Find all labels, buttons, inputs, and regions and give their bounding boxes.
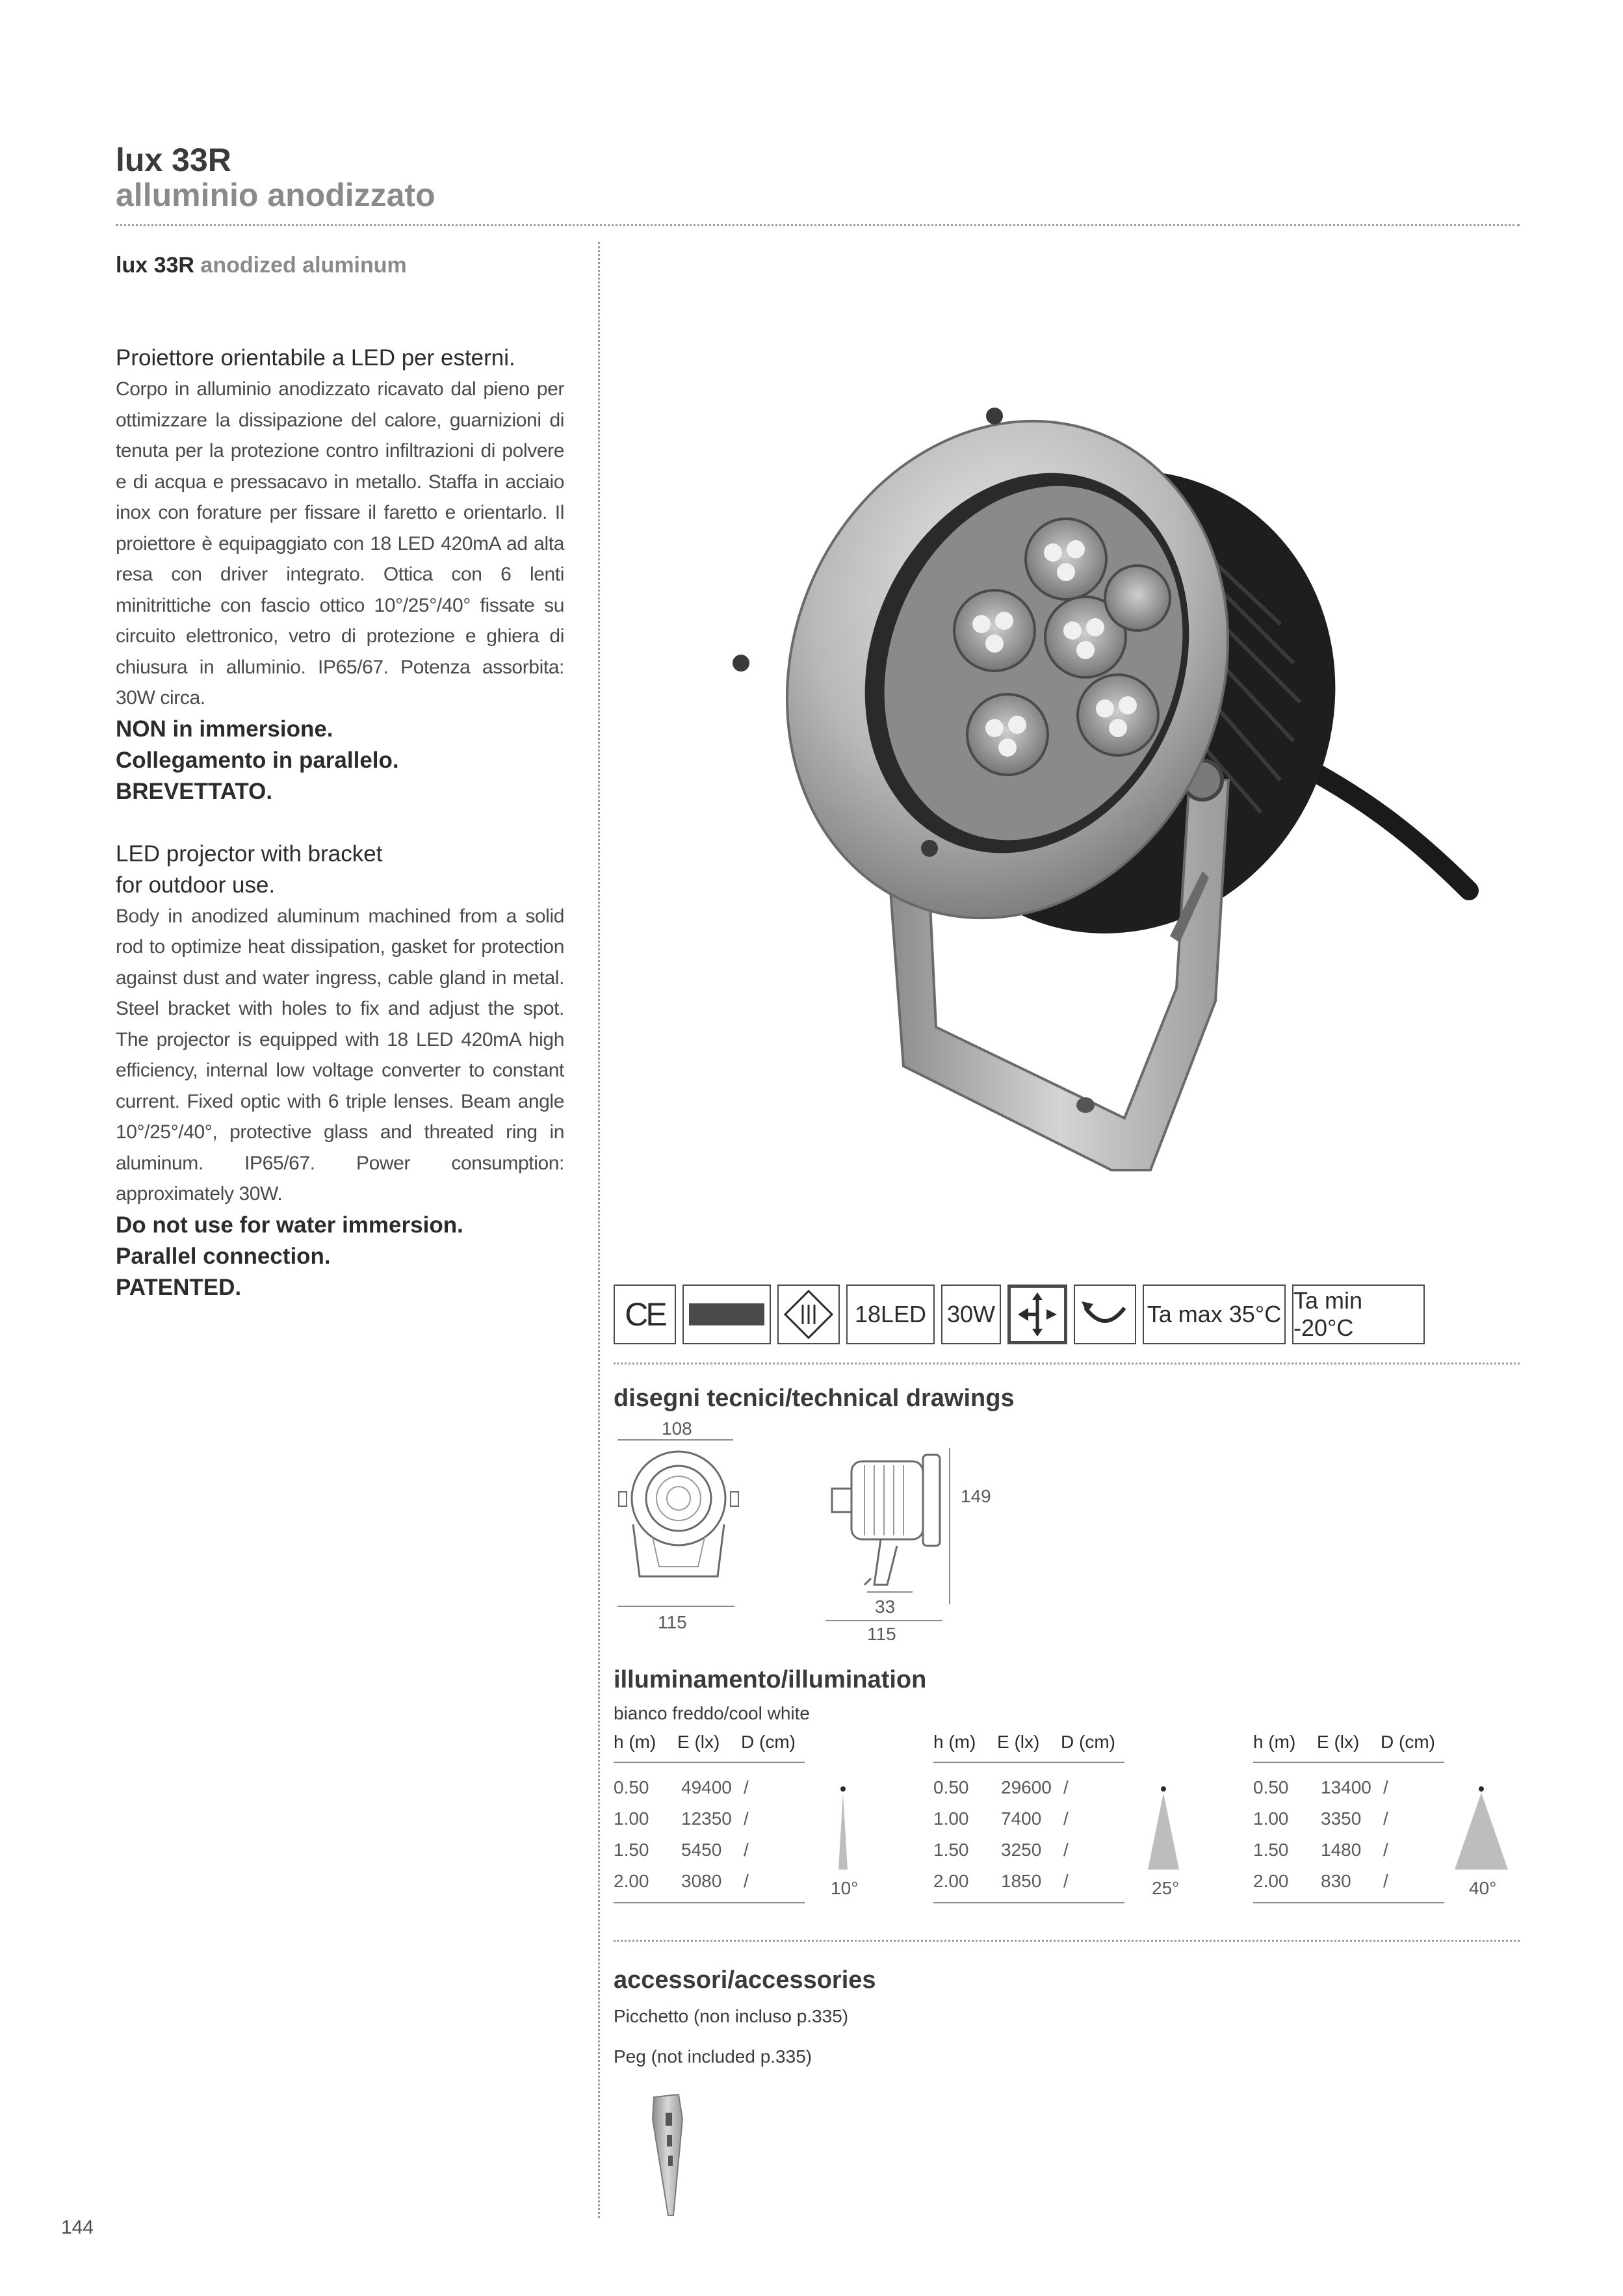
ce-mark-label: CE <box>625 1296 665 1333</box>
table-row: 2.00 3080 / <box>614 1871 749 1891</box>
accessory-line-it: Picchetto (non incluso p.335) <box>614 2006 849 2026</box>
header-d: D (cm) <box>741 1732 796 1752</box>
front-base-line <box>617 1606 734 1607</box>
italian-lead: Proiettore orientabile a LED per esterni. <box>116 345 515 371</box>
table-row: 2.00 1850 / <box>933 1871 1069 1891</box>
header-d: D (cm) <box>1061 1732 1115 1752</box>
drawings-title: disegni tecnici/technical drawings <box>614 1385 1015 1412</box>
power-badge <box>941 1285 1001 1344</box>
subtitle-product: lux 33R <box>116 253 194 278</box>
illumination-table-10 <box>614 1732 809 1903</box>
english-body: Body in anodized aluminum machined from a solid rod to optimize heat dissipation, gasket for protection against dust and water ingress, cable gland in metal. Steel bracket with holes to fix and adjust the spot. The projector is equipped with 18 LED 420mA high efficiency, internal low voltage converter to constant current. Fixed optic with 6 triple lenses. Beam angle 10°/25°/40°, protective glass and threated ring in aluminum. IP65/67. Power consumption: approximately 30W. <box>116 905 564 1205</box>
product-material: alluminio anodizzato <box>116 177 435 213</box>
product-photo <box>721 364 1488 1261</box>
english-lead-1: LED projector with bracket <box>116 841 383 867</box>
bar-icon <box>682 1285 771 1344</box>
side-base-dim: 115 <box>867 1624 896 1644</box>
illumination-divider <box>614 1940 1520 1942</box>
header-e: E (lx) <box>1317 1732 1360 1752</box>
side-height-line <box>949 1448 950 1604</box>
accessory-line-en: Peg (not included p.335) <box>614 2046 812 2067</box>
front-base-dim: 115 <box>658 1612 687 1632</box>
header-e: E (lx) <box>677 1732 720 1752</box>
illumination-table-25 <box>933 1732 1128 1903</box>
english-note-1: Do not use for water immersion. <box>116 1212 463 1238</box>
front-width-dim: 108 <box>662 1418 692 1439</box>
side-base-line <box>825 1620 942 1621</box>
description-column <box>116 343 564 1303</box>
rotation-icon <box>1074 1285 1136 1344</box>
front-view-drawing <box>614 1446 744 1583</box>
header-e: E (lx) <box>997 1732 1040 1752</box>
table-row: 1.00 3350 / <box>1253 1808 1388 1829</box>
beam-cone-40-icon <box>1452 1786 1511 1871</box>
table-row: 1.00 12350 / <box>614 1808 749 1829</box>
header-h: h (m) <box>933 1732 976 1752</box>
table-row: 1.50 5450 / <box>614 1840 749 1860</box>
illumination-title: illuminamento/illumination <box>614 1666 927 1693</box>
illumination-table-40 <box>1253 1732 1448 1903</box>
subtitle-material: anodized aluminum <box>200 253 407 278</box>
table-row: 0.50 49400 / <box>614 1777 749 1797</box>
class-iii-icon <box>777 1285 840 1344</box>
italian-note-1: NON in immersione. <box>116 716 333 742</box>
column-divider <box>598 242 600 2218</box>
ce-mark-icon <box>614 1285 676 1344</box>
header-d: D (cm) <box>1381 1732 1435 1752</box>
ta-max-label: Ta max 35°C <box>1147 1301 1282 1327</box>
english-note-3: PATENTED. <box>116 1274 242 1300</box>
beam-cone-25-icon <box>1144 1786 1183 1871</box>
beam-cone-10-icon <box>833 1786 853 1871</box>
front-width-line <box>617 1439 733 1441</box>
table-row: 0.50 13400 / <box>1253 1777 1388 1797</box>
table-row: 0.50 29600 / <box>933 1777 1069 1797</box>
header-h: h (m) <box>1253 1732 1296 1752</box>
side-view-drawing <box>825 1448 955 1591</box>
side-height-dim: 149 <box>961 1486 991 1506</box>
table-row: 1.00 7400 / <box>933 1808 1069 1829</box>
table-row: 1.50 3250 / <box>933 1840 1069 1860</box>
power-label: 30W <box>946 1301 996 1327</box>
icons-divider <box>614 1363 1520 1364</box>
accessories-title: accessori/accessories <box>614 1966 876 1994</box>
italian-body: Corpo in alluminio anodizzato ricavato dal pieno per ottimizzare la dissipazione del calore, guarnizioni di tenuta per la protezione contro infiltrazioni di polvere e di acqua e pressacavo in metallo. Staffa in acciaio inox con forature per fissare il faretto e orientarlo. Il proiettore è equipaggiato con 18 LED 420mA ad alta resa con driver integrato. Ottica con 6 lenti minitrittiche con fascio ottico 10°/25°/40° fissate su circuito elettronico, vetro di protezione e ghiera di chiusura in alluminio. IP65/67. Potenza assorbita: 30W circa. <box>116 378 564 709</box>
header-h: h (m) <box>614 1732 656 1752</box>
orientable-icon <box>1007 1285 1067 1344</box>
ta-min-badge <box>1292 1285 1425 1344</box>
beam-angle-40: 40° <box>1469 1878 1497 1898</box>
illumination-subtitle: bianco freddo/cool white <box>614 1703 810 1723</box>
peg-image <box>649 2093 694 2217</box>
header-divider <box>116 224 1520 226</box>
product-title: lux 33R <box>116 142 231 178</box>
table-row: 1.50 1480 / <box>1253 1840 1388 1860</box>
english-lead-2: for outdoor use. <box>116 872 276 898</box>
page-number: 144 <box>61 2217 94 2238</box>
ta-max-badge <box>1143 1285 1286 1344</box>
table-row: 2.00 830 / <box>1253 1871 1388 1891</box>
side-depth-line <box>867 1591 913 1593</box>
ta-min-label: Ta min -20°C <box>1293 1287 1363 1341</box>
english-note-2: Parallel connection. <box>116 1243 331 1269</box>
led-count-badge <box>846 1285 935 1344</box>
beam-angle-10: 10° <box>831 1878 859 1898</box>
led-count-label: 18LED <box>854 1301 927 1327</box>
spec-icons-row <box>614 1285 1425 1347</box>
english-subtitle <box>116 252 407 278</box>
italian-note-2: Collegamento in parallelo. <box>116 747 399 773</box>
beam-angle-25: 25° <box>1152 1878 1180 1898</box>
side-depth-dim: 33 <box>875 1597 896 1617</box>
italian-note-3: BREVETTATO. <box>116 778 273 804</box>
